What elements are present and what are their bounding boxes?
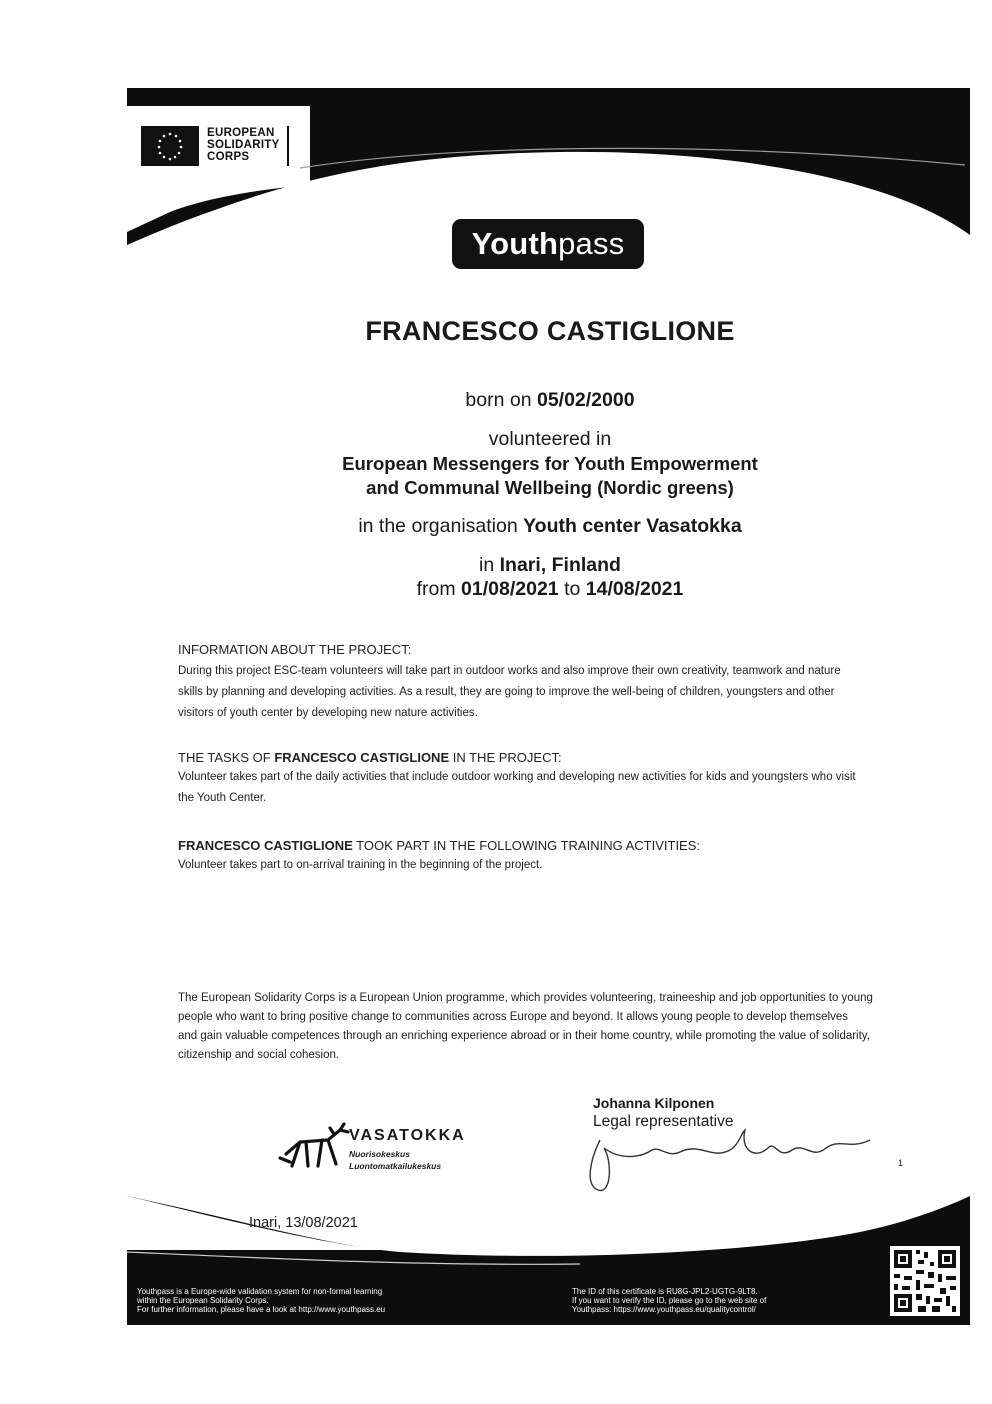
training-text: Volunteer takes part to on-arrival training in the beginning of the project. (178, 859, 543, 871)
vasatokka-logo (277, 1125, 477, 1175)
from-date: 01/08/2021 (461, 578, 559, 600)
logo-divider (287, 126, 289, 166)
project-title-line1: European Messengers for Youth Empowerment (342, 453, 758, 474)
vasatokka-name: VASATOKKA (349, 1127, 466, 1144)
project-title-line2: and Communal Wellbeing (Nordic greens) (366, 477, 734, 498)
tasks-heading: THE TASKS OF FRANCESCO CASTIGLIONE IN THE PROJECT: (178, 750, 562, 765)
page-number: 1 (898, 1158, 904, 1168)
qr-code-icon (890, 1246, 960, 1316)
birth-date: 05/02/2000 (536, 389, 635, 411)
birth-line: born on 05/02/2000 (465, 389, 635, 411)
location-line: in Inari, Finland (479, 554, 621, 576)
project-info-heading: INFORMATION ABOUT THE PROJECT: (178, 642, 412, 657)
esc-statement: The European Solidarity Corps is a European Union programme, which provides volunteering, traineeship and job opportunities to young people who want to bring positive change to communities across Europe and beyond. It allows young people to develop themselves and gain valuable competences through an enriching experience abroad or in their home country, while promoting the value of solidarity, citizenship and social cohesion. (178, 992, 873, 1061)
european-solidarity-corps-logo (141, 126, 291, 170)
organisation-name: Youth center Vasatokka (523, 515, 742, 537)
organisation-line: in the organisation Youth center Vasatokka (358, 515, 742, 537)
volunteered-in-label: volunteered in (488, 428, 612, 450)
footer-certificate-id: The ID of this certificate is RU8G-JPL2-UGTG-9LT8. If you want to verify the ID, please go to the web site of Youthpass: https://www.youthpass.eu/qualitycontrol/ (572, 1287, 767, 1314)
youthpass-logo: Youthpass (452, 219, 644, 269)
period-line: from 01/08/2021 to 14/08/2021 (416, 578, 684, 600)
handwritten-signature (590, 1130, 870, 1190)
location: Inari, Finland (499, 554, 621, 576)
signatory-name: Johanna Kilponen (593, 1095, 715, 1111)
training-heading: FRANCESCO CASTIGLIONE TOOK PART IN THE FOLLOWING TRAINING ACTIVITIES: (178, 838, 701, 853)
eu-flag-icon (141, 126, 199, 166)
issue-place-date: Inari, 13/08/2021 (249, 1215, 358, 1231)
esc-logo-text: EUROPEAN SOLIDARITY CORPS (207, 127, 280, 163)
participant-name: FRANCESCO CASTIGLIONE (365, 316, 735, 346)
to-date: 14/08/2021 (585, 578, 684, 600)
footer-left-text: Youthpass is a Europe-wide validation system for non-formal learning within the European Solidarity Corps. For further information, please have a look at http://www.youthpass.eu (137, 1287, 386, 1314)
tasks-text: Volunteer takes part of the daily activities that include outdoor working and developing new activities for kids and youngsters who visit the Youth Center. (178, 771, 856, 804)
signatory-role: Legal representative (593, 1113, 734, 1130)
project-info-text: During this project ESC-team volunteers will take part in outdoor works and also improve their own creativity, teamwork and nature skills by planning and developing activities. As a result, they are going to improve the well-being of children, youngsters and other visitors of youth center by developing new nature activities. (178, 665, 841, 719)
qr-code[interactable] (890, 1246, 960, 1316)
vasatokka-sub1: Nuorisokeskus (349, 1149, 410, 1159)
vasatokka-sub2: Luontomatkailukeskus (349, 1161, 442, 1171)
